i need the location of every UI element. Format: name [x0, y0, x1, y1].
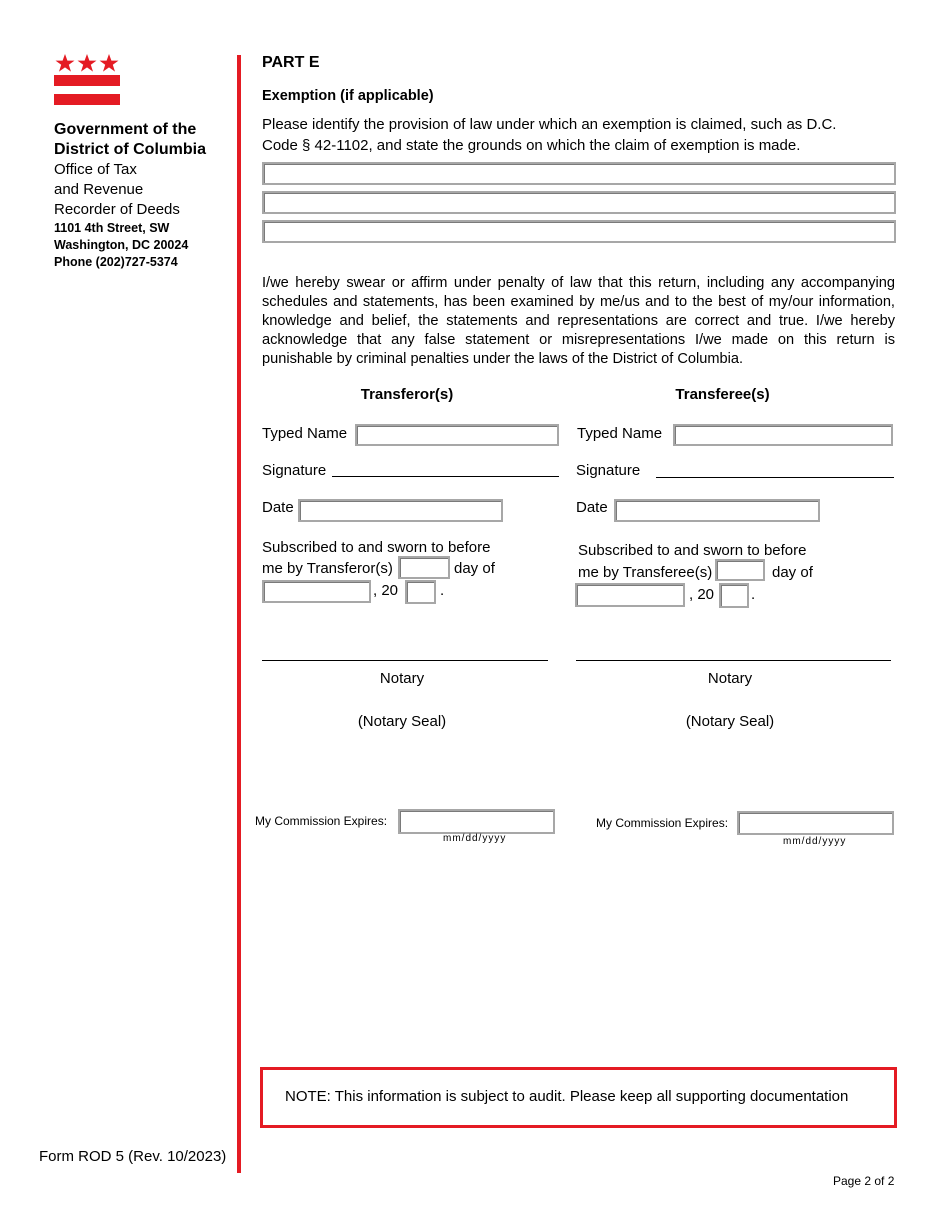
- transferor-period: .: [440, 582, 445, 599]
- address-line-2: Washington, DC 20024: [54, 238, 189, 252]
- transferee-day-input[interactable]: [715, 559, 765, 581]
- transferor-heading: Transferor(s): [360, 386, 454, 403]
- agency-block: [54, 120, 234, 271]
- star-icon: [55, 53, 75, 73]
- transferee-year-input[interactable]: [719, 583, 749, 608]
- transferor-day-input[interactable]: [398, 556, 450, 579]
- exemption-input-1[interactable]: [262, 162, 896, 185]
- exemption-subtitle: Exemption (if applicable): [262, 88, 434, 104]
- transferor-year-input[interactable]: [405, 580, 436, 604]
- transferee-heading: Transferee(s): [675, 386, 770, 403]
- transferee-commission-label: My Commission Expires:: [596, 816, 729, 830]
- transferor-day-of: day of: [454, 560, 495, 577]
- transferee-notary-seal: (Notary Seal): [685, 713, 775, 730]
- transferee-sworn-line-2: me by Transferee(s): [578, 564, 713, 581]
- transferor-date-input[interactable]: [298, 499, 503, 522]
- part-title: PART E: [262, 54, 320, 71]
- transferee-signature-label: Signature: [576, 462, 641, 479]
- dc-flag-logo: [54, 53, 120, 105]
- transferor-commission-input[interactable]: [398, 809, 555, 834]
- flag-bar: [54, 94, 120, 105]
- exemption-input-3[interactable]: [262, 220, 896, 243]
- transferee-day-of: day of: [772, 564, 813, 581]
- transferee-commission-input[interactable]: [737, 811, 894, 835]
- transferee-date-input[interactable]: [614, 499, 820, 522]
- transferee-typed-name-label: Typed Name: [577, 425, 663, 442]
- transferor-sworn-line-1: Subscribed to and sworn to before: [262, 539, 491, 556]
- phone: Phone (202)727-5374: [54, 255, 178, 269]
- audit-note-text: NOTE: This information is subject to audit. Please keep all supporting documentation: [285, 1088, 849, 1105]
- transferee-typed-name-input[interactable]: [673, 424, 893, 446]
- flag-bar: [54, 75, 120, 86]
- transferor-month-input[interactable]: [262, 580, 371, 603]
- transferee-comma-20: , 20: [689, 586, 715, 603]
- gov-line-2: District of Columbia: [54, 141, 207, 158]
- exemption-input-2[interactable]: [262, 191, 896, 214]
- red-divider: [237, 55, 241, 1173]
- office-line-1: Office of Tax: [54, 161, 137, 178]
- transferor-notary-label: Notary: [379, 670, 425, 687]
- transferor-comma-20: , 20: [373, 582, 399, 599]
- address-line-1: 1101 4th Street, SW: [54, 221, 170, 235]
- transferor-typed-name-label: Typed Name: [262, 425, 348, 442]
- instructions-line-2: Code § 42-1102, and state the grounds on which the claim of exemption is made.: [262, 137, 801, 154]
- audit-note-box: [260, 1067, 897, 1128]
- transferor-signature-label: Signature: [262, 462, 327, 479]
- transferee-sworn-line-1: Subscribed to and sworn to before: [578, 542, 807, 559]
- transferor-typed-name-input[interactable]: [355, 424, 559, 446]
- instructions-line-1: Please identify the provision of law under which an exemption is claimed, such as D.C.: [262, 116, 837, 133]
- transferor-notary-seal: (Notary Seal): [357, 713, 447, 730]
- gov-line-1: Government of the: [54, 121, 197, 138]
- transferor-date-label: Date: [262, 499, 294, 516]
- star-icon: [77, 53, 97, 73]
- form-id: Form ROD 5 (Rev. 10/2023): [39, 1148, 227, 1165]
- transferee-month-input[interactable]: [575, 583, 685, 607]
- transferee-date-label: Date: [576, 499, 608, 516]
- transferee-period: .: [751, 586, 756, 603]
- transferor-commission-hint: mm/dd/yyyy: [443, 833, 507, 844]
- transferee-notary-line[interactable]: [576, 660, 891, 661]
- transferor-signature-line[interactable]: [332, 476, 559, 477]
- transferee-signature-line[interactable]: [656, 477, 894, 478]
- transferee-notary-label: Notary: [707, 670, 753, 687]
- transferor-sworn-line-2: me by Transferor(s): [262, 560, 393, 577]
- office-line-2: and Revenue: [54, 181, 144, 198]
- oath-paragraph: I/we hereby swear or affirm under penalty of law that this return, including any accompanying schedules and statements, has been examined by me/us and to the best of my/our information, knowledge and belief, the statements and representations are correct and true. I/we hereby acknowledge that any false statement or misrepresentations I/we made on this return is punishable by criminal penalties under the laws of the District of Columbia.: [262, 275, 895, 367]
- transferee-commission-hint: mm/dd/yyyy: [783, 836, 847, 847]
- star-icon: [99, 53, 119, 73]
- transferor-notary-line[interactable]: [262, 660, 548, 661]
- page-number: Page 2 of 2: [833, 1174, 895, 1188]
- office-line-3: Recorder of Deeds: [54, 201, 180, 218]
- transferor-commission-label: My Commission Expires:: [255, 814, 388, 828]
